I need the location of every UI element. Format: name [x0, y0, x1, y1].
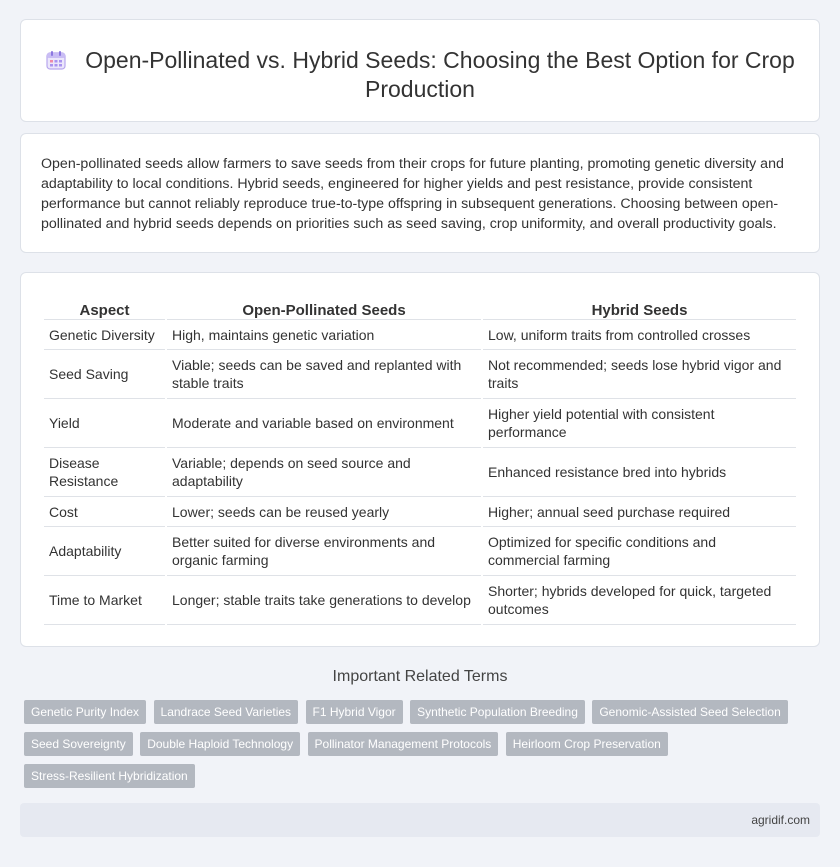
row-hybrid: Enhanced resistance bred into hybrids — [483, 448, 796, 497]
row-open-pollinated: Longer; stable traits take generations to develop — [167, 576, 481, 625]
table-row — [44, 399, 796, 448]
row-open-pollinated: Moderate and variable based on environment — [167, 399, 481, 448]
calendar-icon — [45, 49, 67, 71]
intro-card — [20, 133, 820, 253]
related-terms-list — [24, 700, 804, 796]
title-card — [20, 19, 820, 122]
page-title-wrap — [21, 46, 819, 104]
header-open-pollinated: Open-Pollinated Seeds — [167, 298, 481, 320]
related-terms-title: Important Related Terms — [332, 668, 508, 685]
row-open-pollinated: Variable; depends on seed source and adaptability — [167, 448, 481, 497]
table-row — [44, 350, 796, 399]
header-hybrid: Hybrid Seeds — [483, 298, 796, 320]
table-row — [44, 497, 796, 527]
row-open-pollinated: Lower; seeds can be reused yearly — [167, 497, 481, 527]
comparison-table-card — [20, 272, 820, 647]
footer-site-link[interactable]: agridif.com — [751, 813, 810, 827]
row-aspect: Genetic Diversity — [44, 320, 165, 350]
footer-bar — [20, 803, 820, 837]
row-aspect: Yield — [44, 399, 165, 448]
comparison-table — [42, 298, 798, 625]
page-title: Open-Pollinated vs. Hybrid Seeds: Choosing the Best Option for Crop Production — [85, 47, 795, 102]
table-row — [44, 527, 796, 576]
related-tag[interactable]: Heirloom Crop Preservation — [506, 732, 668, 756]
related-tag[interactable]: Seed Sovereignty — [24, 732, 133, 756]
related-tag[interactable]: Double Haploid Technology — [140, 732, 300, 756]
row-aspect: Cost — [44, 497, 165, 527]
row-hybrid: Low, uniform traits from controlled crosses — [483, 320, 796, 350]
related-tag[interactable]: F1 Hybrid Vigor — [306, 700, 403, 724]
row-aspect: Adaptability — [44, 527, 165, 576]
related-tag[interactable]: Pollinator Management Protocols — [308, 732, 499, 756]
row-aspect: Time to Market — [44, 576, 165, 625]
related-tag[interactable]: Landrace Seed Varieties — [154, 700, 299, 724]
table-row — [44, 576, 796, 625]
row-open-pollinated: Viable; seeds can be saved and replanted with stable traits — [167, 350, 481, 399]
header-aspect: Aspect — [44, 298, 165, 320]
row-hybrid: Higher yield potential with consistent performance — [483, 399, 796, 448]
related-tag[interactable]: Synthetic Population Breeding — [410, 700, 585, 724]
intro-paragraph: Open-pollinated seeds allow farmers to save seeds from their crops for future planting, promoting genetic diversity and adaptability to local conditions. Hybrid seeds, engineered for higher yields and pest resistance, provide consistent performance but cannot reliably reproduce true-to-type offspring in subsequent generations. Choosing between open-pollinated and hybrid seeds depends on priorities such as seed saving, crop uniformity, and overall productivity goals. — [41, 156, 784, 232]
table-header-row — [44, 298, 796, 320]
related-tag[interactable]: Genomic-Assisted Seed Selection — [592, 700, 787, 724]
row-aspect: Seed Saving — [44, 350, 165, 399]
row-hybrid: Not recommended; seeds lose hybrid vigor and traits — [483, 350, 796, 399]
row-open-pollinated: Better suited for diverse environments and organic farming — [167, 527, 481, 576]
row-hybrid: Higher; annual seed purchase required — [483, 497, 796, 527]
table-row — [44, 320, 796, 350]
row-aspect: Disease Resistance — [44, 448, 165, 497]
related-tag[interactable]: Genetic Purity Index — [24, 700, 146, 724]
row-open-pollinated: High, maintains genetic variation — [167, 320, 481, 350]
related-tag[interactable]: Stress-Resilient Hybridization — [24, 764, 195, 788]
row-hybrid: Optimized for specific conditions and commercial farming — [483, 527, 796, 576]
table-row — [44, 448, 796, 497]
row-hybrid: Shorter; hybrids developed for quick, targeted outcomes — [483, 576, 796, 625]
